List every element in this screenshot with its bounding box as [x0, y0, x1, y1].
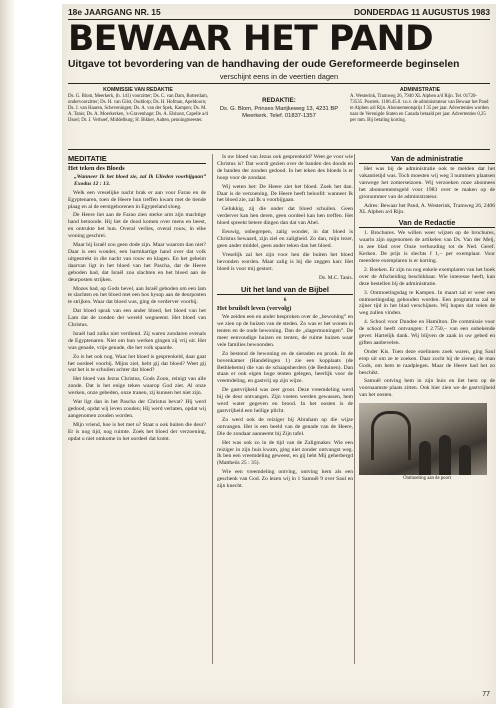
- paragraph: Zo bestond de bewoning en de sieraden en pronk. In de bovenkamer (Handelingen 1) zie een kopplaats (de Bethlehems) die van de schaapsherders (de Beduinen). Dan staan er ook eigen hoge tenten gelegen, heerlijk voor de vreemdeling, en gastvrij op zijn wijze.: [217, 350, 353, 385]
- page-number: 77: [482, 691, 490, 698]
- commissie-heading: KOMMISSIE VAN REDAKTIE: [103, 87, 173, 93]
- column-meditatie: [68, 154, 206, 664]
- figure-silhouette: [419, 441, 431, 475]
- article-number: 6: [283, 297, 287, 304]
- paragraph: Zo is het ook nog. Waar het bloed is gesprenkeld, daar gaat het oordeel voorbij. Mijns ziel, hebt gij dat bloed? Weet gij wat het is te schuilen achter dat bloed?: [68, 353, 206, 374]
- paragraph: 2. Boeken. Er zijn nu nog enkele exemplaren van het boek over de Afscheiding beschikbaar. Wie interesse heeft, kan deze bestellen bij de administratie.: [359, 266, 495, 287]
- column-right: [354, 154, 495, 664]
- redactie-heading: REDAKTIE:: [262, 97, 296, 104]
- masthead-frequency: verschijnt eens in de veertien dagen: [68, 72, 490, 84]
- paragraph: Mijn vriend, hoe is het met u? Staat u ook buiten die deur? Er is nog tijd, nog ruimte. Zoek het bloed der verzoening, opdat u niet omkome in het oordeel dat komt.: [68, 421, 206, 442]
- paragraph: 4. School voor Dundee en Hamilton. De commissie voor de school heeft ontvangen: f 2.750,– van een onbekende gever. Hartelijk dank. Wij blijven de zaak in uw gebed en giften aanbevelen.: [359, 319, 495, 346]
- paragraph: Onder Kis. Toen deze ezelinnen zoek waren, ging Saul erop uit om ze te zoeken. Daar zocht hij de ziener, de man Gods, om hem te raadplegen. Maar de Heere had het zo beschikt.: [359, 348, 495, 376]
- author-signature: Ds. M.C. Tanis.: [319, 274, 353, 281]
- paragraph: Eeuwig, onbegrepen, zalig wonder, in dat bloed is Christus bewaard, zijn ziel en zaligheid. Zo dan, mijn lezer, geen ander middel, geen ander teken dan het bloed.: [217, 229, 353, 249]
- section-meditatie: MEDITATIE: [68, 154, 206, 164]
- issue-strip: [68, 6, 490, 20]
- paragraph: Het was bij de administratie ook te melden dat het vakantietijd was. Toch moesten wij weg 3 nummers plaatsen vanwege het zomerseizoen. Wij verzoeken onze abonnees het abonnementsgeld voor 1983 over te maken op de gironummer van de administrateur.: [359, 166, 495, 200]
- paragraph: Gelukkig, zij die onder dat bloed schuilen. Geen verderver kan hen deren, geen oordeel kan hen treffen. Het bloed spreekt betere dingen dan dat van Abel.: [217, 206, 353, 227]
- paragraph: Maar bij Israël zou geen dode zijn. Maar waarom dan niet? Daar is een wonder, een barmhartige hand over dat volk uitgestrekt in die nacht van rouw en klagen. En het geheim daarvan ligt in het bloed van het Pascha, dat de Heere geboden had, dat Israël zou slachten en het bloed aan de deurposten strijken.: [68, 242, 206, 283]
- paragraph: We zeiden een en ander besproken over de „bewoning” en we zien op de huizen van de steden. Zo was er het wonen in tenten en de oude bewoning. Dan de „slagermoningen”. De meer eenvoudige huizen en tenten, de ruime huizen waar vele families bewoonden.: [217, 314, 353, 348]
- paragraph: Het bloed van Jezus Christus, Gods Zoon, reinigt van alle zonde. Dat is het enige teken waarop God ziet. Al onze werken, onze gebeden, onze tranen, zij kunnen het niet zijn.: [68, 376, 206, 397]
- paragraph: Wie een vreemdeling ontving, ontving hem als een geschenk van God. Zo lezen wij in 1 Samuël 9 over Saul en zijn knecht.: [217, 469, 353, 490]
- administratie-block: [350, 87, 490, 149]
- commissie-block: [68, 87, 208, 149]
- paragraph: Adres: Bewaar het Pand, A. Westerink, Tramweg 26, 2406 XL Alphen a/d Rijn.: [359, 202, 495, 216]
- scan-edge: [0, 0, 14, 708]
- paragraph: Samuël ontving hem in zijn huis en liet hem op de voornaamste plaats zitten. Ook hier zien we de gastvrijheid van het oosten.: [359, 378, 495, 399]
- commissie-text: Ds. G. Blom, Meerkerk, (h. 141) voorzitter; Ds. C. van Dam, Rotterdam, ondervoorzitter; Ds. H. van Gilst, Ouddorp; Ds. H. Hofman, Apeldoorn; Ds. J. van Haaren, Scheveningen; Ds. A. van der Spek, Kampen; Ds. M. A. Tanis; Ds. A. Moerkerken, 's-Gravenhage; Ds. A. Elshout, Capelle a/d IJssel; Dr. J. Verhoef, Middelburg; H. Bikker, Aalten, penningmeester.: [68, 94, 208, 124]
- illustration-photo: [359, 403, 487, 475]
- paragraph: 1. Brochures. We willen weer wijzen op de brochures, waarin zijn opgenomen de artikelen van Ds. Van der Meij, in zee blad over Onze verhouding tot de Ned. Geref. Kerken. De prijs is slechts f 1,– per exemplaar. Voor meerdere exemplaren is er korting.: [359, 230, 495, 264]
- gate-arch: [371, 411, 411, 460]
- section-bijbel: Uit het land van de Bijbel: [217, 285, 353, 295]
- article-title: Het teken des Bloeds: [68, 165, 125, 172]
- masthead-subtitle: Uitgave tot bevordering van de handhaving der oude Gereformeerde beginselen: [68, 59, 460, 70]
- paragraph: Welk een vreselijke nacht brak er aan voor Farao en de Egyptenaren, toen de Heere hun treffen kwam met de tiende plaag en al de eerstgeborenen in Egypteland sloeg.: [68, 189, 206, 210]
- bible-quote: „Wanneer Ik het bloed zie, zal Ik Ulieden voorbijgaan” Exodus 12 : 13.: [74, 173, 206, 187]
- paragraph: Israël had zulks niet verdiend. Zij waren zondaren evenals de Egyptenaren. Niet om hun werken gingen zij vrij uit. Het was genade, vrije genade, die het volk spaarde.: [68, 330, 206, 351]
- article-subtitle: Het bruiloft leven (vervolg): [217, 305, 292, 313]
- redactie-text: Ds. G. Blom, Prinses Marijkeweg 13, 4231 BP Meerkerk. Telef. 01837-1357: [219, 106, 339, 119]
- section-administratie: Van de administratie: [359, 154, 495, 164]
- paragraph: Dat bloed sprak van een ander bloed, het bloed van het Lam dat de zonden der wereld wegneemt. Het bloed van Christus.: [68, 308, 206, 329]
- masthead-title: BEWAAR HET PAND: [68, 19, 434, 59]
- paragraph: 3. Ontmoetingsdag te Kampen. In maart zal er weer een ontmoetingsdag gehouden worden. Een programma zal te zijner tijd in het blad verschijnen. Wij hopen dat velen de weg zullen vinden.: [359, 289, 495, 317]
- paragraph: Is uw bloed van Jezus ook gesprenkeld? Weet ge voor wie Christus is? Dat wordt gezien over de banden des doods en de banden der zonden gedood. In het teken des bloeds is er hoop voor de zondaar.: [217, 154, 353, 181]
- paragraph: Wat ligt dan in het Pascha der Christus bevat? Hij werd gedood, opdat wij leven zouden; Hij werd verlaten, opdat wij aangenomen zouden worden.: [68, 399, 206, 419]
- photo-caption: Ontmoeting aan de poort: [403, 476, 451, 482]
- issue-date: DONDERDAG 11 AUGUSTUS 1983: [353, 7, 490, 17]
- paragraph: Het was ook zo in de tijd van de Zaligmaker. Wie een reiziger in zijn huis kwam, ging niet zonder ontvangst weg. Ik ben een vreemdeling geweest, en gij hebt Mij geherbergd (Mattheüs 25 : 35).: [217, 439, 353, 467]
- newspaper-page: [62, 4, 496, 704]
- info-row: [68, 87, 490, 150]
- column-middle: [212, 154, 353, 664]
- figure-silhouette: [439, 435, 451, 475]
- paragraph: Vreselijk zal het zijn voor hen die buiten het bloed bevonden worden. Maar zalig is hij die zeggen kan: Het bloed is voor mij gestort.: [217, 251, 353, 272]
- section-redactie: Van de Redactie: [359, 218, 495, 228]
- paragraph: De Heere liet aan de Farao zien sterke arm zijn machtige hand betoonde. Hij liet de dood komen over mens en beest, en ontrukte het hun. Overal verlies, overal rouw, in elke woning geschrei.: [68, 212, 206, 240]
- redactie-block: [214, 87, 344, 149]
- paragraph: Wij weten het: De Heere ziet het bloed. Zoek het dan. Daar is de verzoening. De Heere heeft beloofd: wanneer Ik het bloed zie, zal Ik u voorbijgaan.: [217, 183, 353, 204]
- paragraph: Zo werd ook de reiziger bij Abraham op die wijze ontvangen. Het is een beeld van de genade van de Heere, Die de zondaar aanneemt bij Zijn tafel.: [217, 416, 353, 437]
- paragraph: Mozes had, op Gods bevel, aan Israël geboden om een lam te slachten en het bloed met een bos hysop aan de deurposten te strijken. Waar dat bloed was, ging de verderver voorbij.: [68, 285, 206, 306]
- paragraph: De gastvrijheid was zeer groot. Deze vreemdeling werd bij de deur ontvangen. Zijn voeten werden gewassen, hem werd water gegeven en brood. In het oosten is de gastvrijheid een heilige plicht.: [217, 387, 353, 414]
- figure-silhouette: [459, 445, 471, 475]
- administratie-text: A. Westerink, Tramweg 26, 7940 XL Alphen a/d Rijn. Tel. 01720-73535. Postrek. 1106.45.0. t.n.v. de administrateur van Bewaar het Pand te Alphen a/d Rijn. Abonnementsprijs f 35 per jaar. Advertenties worden naar de Verenigde Staten en Canada betaald per jaar. Advertenties 0,25 per mm. Bij betaling korting.: [350, 94, 489, 124]
- administratie-heading: ADMINISTRATIE: [399, 87, 441, 93]
- issue-number: 18e JAARGANG NR. 15: [68, 7, 161, 17]
